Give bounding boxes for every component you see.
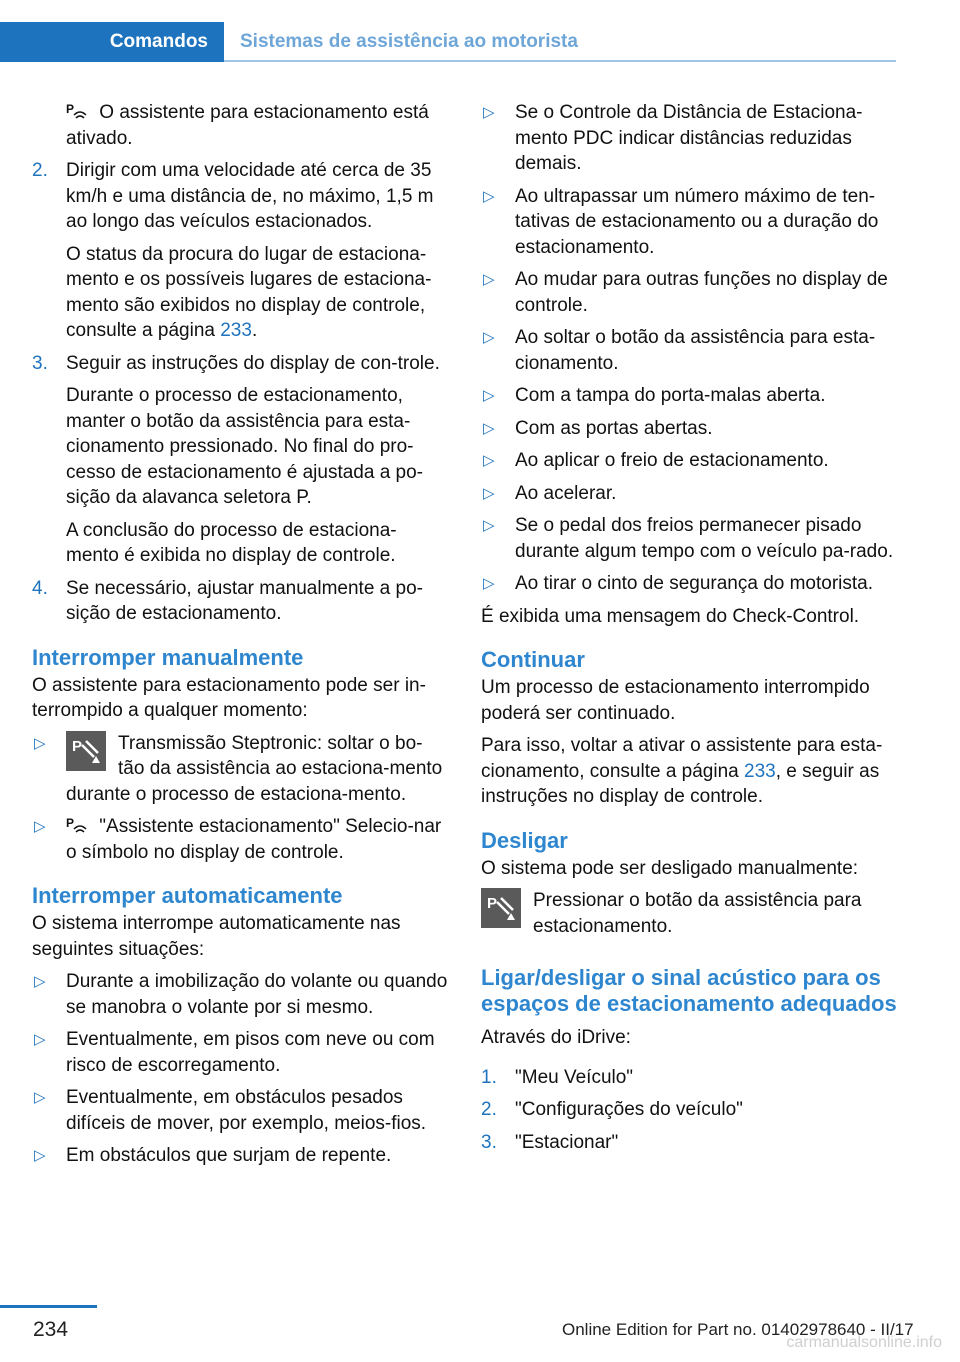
page-number: 234 [33,1318,69,1341]
step-text: Seguir as instruções do display de con-trole. [66,352,440,374]
bullet-icon: ▷ [34,1147,46,1164]
list-item [32,1143,448,1169]
continue-text: Um processo de estacionamento interrompido poderá ser continuado. [481,677,870,724]
step-number: 3. [32,352,48,374]
intro-paragraph [32,100,448,151]
heading-continue: Continuar [481,647,585,672]
section-title[interactable]: Sistemas de assistência ao motorista [240,31,578,52]
bullet-text: Se o pedal dos freios permanecer pisado durante algum tempo com o veículo pa-rado. [515,515,894,562]
bullet-text: Transmissão Steptronic: soltar o bo-tão da assistência ao estaciona-mento durante o processo de estaciona-mento. [66,732,443,805]
bullet-icon: ▷ [483,387,495,404]
bullet-icon: ▷ [34,734,46,752]
bullet-text: Ao aplicar o freio de estacionamento. [515,450,829,471]
park-assist-icon [66,101,88,121]
edition-text: Online Edition for Part no. 01402978640 - II/17 [562,1320,914,1339]
step-4 [32,576,448,627]
step-2 [481,1097,901,1123]
bullet-icon: ▷ [34,1031,46,1048]
bullet-text: Ao ultrapassar um número máximo de ten-tativas de estacionamento ou a duração do estacionamento. [515,185,879,258]
bullet-text: Ao acelerar. [515,482,617,504]
chapter-tab[interactable]: Comandos [0,22,224,62]
step-number: 4. [32,577,48,599]
heading-manual: Interromper manualmente [32,644,304,670]
list-item [481,481,901,507]
step-number: 2. [481,1099,497,1120]
list-item [481,383,901,409]
svg-text:P: P [487,895,498,912]
bullet-icon: ▷ [483,419,495,437]
off-instruction [481,888,901,939]
list-item [32,1085,448,1136]
step-number: 1. [481,1066,497,1088]
bullet-icon: ▷ [483,104,495,121]
bullet-text: Com a tampa do porta-malas aberta. [515,385,826,406]
manual-text: O assistente para estacionamento pode ser in-terrompido a qualquer momento: [32,674,426,721]
step-text: Se necessário, ajustar manualmente a po-sição de estacionamento. [66,577,423,624]
park-assist-icon [66,815,88,835]
list-item [481,448,901,474]
intro-text: O assistente para estacionamento está ativado. [66,102,429,149]
step-number: 2. [32,160,48,181]
park-assist-button-icon [66,731,106,771]
step-3 [481,1130,901,1156]
bullet-text: Eventualmente, em pisos com neve ou com risco de escorregamento. [66,1029,435,1076]
bullet-text: Ao soltar o botão da assistência para esta-cionamento. [515,327,876,374]
list-item [481,513,901,564]
list-item [481,100,901,177]
bullet-text: "Assistente estacionamento" Selecio-nar o símbolo no display de controle. [66,816,442,863]
list-item [32,1027,448,1078]
svg-text:P: P [72,737,83,755]
heading-signal: Ligar/desligar o sinal acústico para os espaços de estacionamento adequados [481,965,897,1016]
park-assist-button-icon [481,888,521,928]
right-column [481,100,901,1162]
bullet-text: Eventualmente, em obstáculos pesados difíceis de mover, por exemplo, meios-fios. [66,1087,427,1134]
bullet-icon: ▷ [483,517,495,534]
step-3 [32,351,448,569]
bullet-icon: ▷ [34,1089,46,1106]
list-item [481,267,901,318]
bullet-text: Com as portas abertas. [515,417,713,439]
step-1 [481,1065,901,1091]
bullet-icon: ▷ [34,973,46,990]
bullet-icon: ▷ [483,575,495,592]
heading-auto: Interromper automaticamente [32,883,343,908]
list-item [481,184,901,261]
heading-off: Desligar [481,827,568,853]
page-link[interactable]: 233 [744,760,776,782]
bullet-text: Ao tirar o cinto de segurança do motorista. [515,573,874,594]
list-item [32,969,448,1020]
svg-text:P: P [66,102,75,116]
step-text: Dirigir com uma velocidade até cerca de 35 km/h e uma distância de, no máximo, 1,5 m ao longo das veículos estacionados. [66,160,434,232]
bullet-icon: ▷ [483,271,495,288]
page-header [0,0,960,62]
step-text: "Estacionar" [515,1131,619,1153]
step-text: Durante o processo de estacionamento, manter o botão da assistência para esta-cionamento pressionado. No final do pro-cesso de estacionamento é ajustada a po-sição da alavanca seletora P. [66,385,424,508]
list-item [32,814,448,865]
off-text: O sistema pode ser desligado manualmente: [481,857,859,879]
auto-text: O sistema interrompe automaticamente nas seguintes situações: [32,913,401,960]
list-item [481,325,901,376]
step-text: "Meu Veículo" [515,1066,634,1088]
page-link[interactable]: 233 [220,320,252,341]
step-2 [32,158,448,344]
step-text: "Configurações do veículo" [515,1099,743,1120]
header-rule [224,60,896,62]
bullet-icon: ▷ [483,329,495,346]
list-item [32,731,448,808]
left-column [32,100,448,1176]
off-button-text: Pressionar o botão da assistência para estacionamento. [533,890,862,937]
bullet-icon: ▷ [483,452,495,469]
list-item [481,571,901,597]
bullet-text: Em obstáculos que surjam de repente. [66,1145,392,1166]
step-text: A conclusão do processo de estaciona-mento é exibida no display de controle. [66,519,397,566]
bullet-icon: ▷ [483,187,495,205]
bullet-text: Durante a imobilização do volante ou quando se manobra o volante por si mesmo. [66,971,448,1018]
bullet-text: Se o Controle da Distância de Estaciona-mento PDC indicar distâncias reduzidas demais. [515,102,863,174]
bullet-text: Ao mudar para outras funções no display de controle. [515,269,888,316]
svg-text:P: P [66,816,75,830]
step-text: O status da procura do lugar de estaciona-mento e os possíveis lugares de estaciona-mento são exibidos no display de controle, consulte a página 233. [66,243,432,341]
continue-instructions: Para isso, voltar a ativar o assistente para esta-cionamento, consulte a página 233, e seguir as instruções no display de controle. [481,735,883,807]
bullet-icon: ▷ [483,484,495,502]
bullet-icon: ▷ [34,818,46,835]
footer-rule [0,1305,97,1308]
watermark: carmanualsonline.info [786,1334,942,1351]
step-number: 3. [481,1131,497,1153]
signal-text: Através do iDrive: [481,1027,631,1048]
check-control-text: É exibida uma mensagem do Check-Control. [481,605,860,627]
list-item [481,416,901,442]
